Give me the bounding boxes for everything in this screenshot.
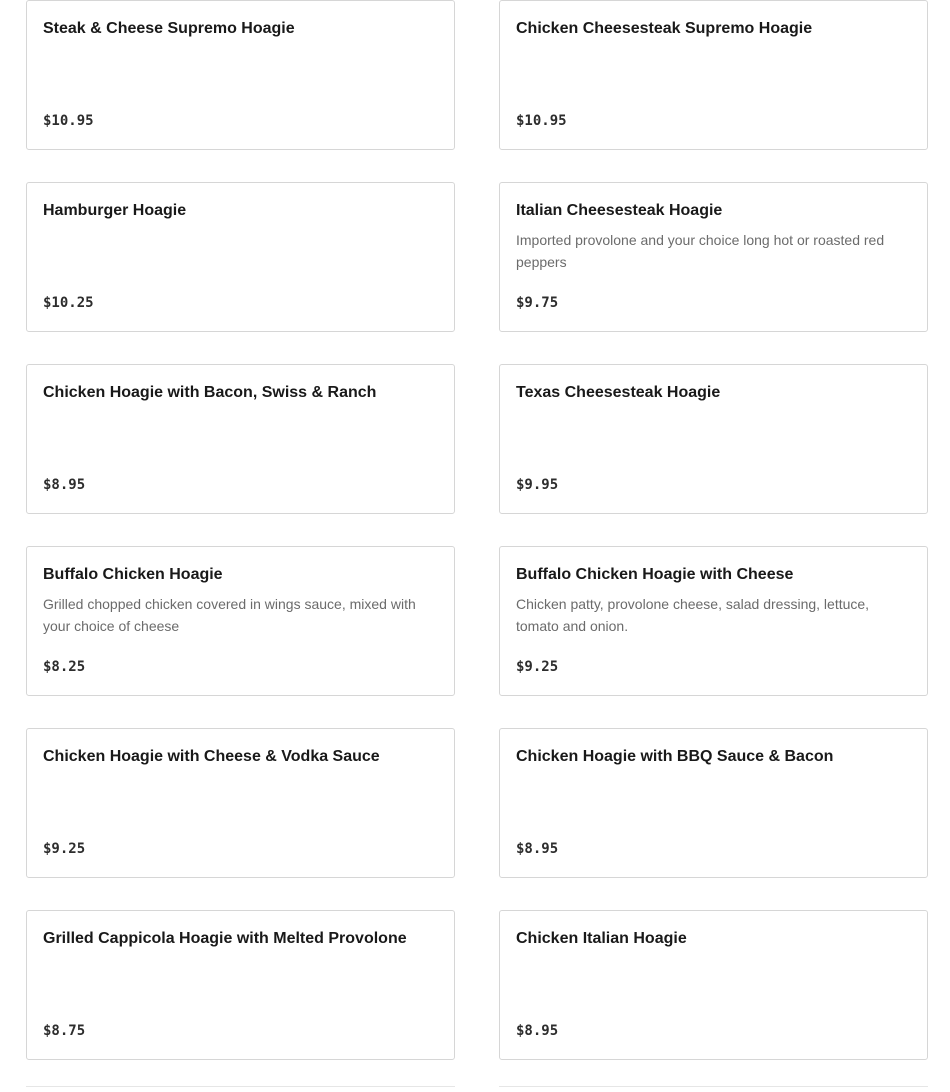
item-name: Chicken Italian Hoagie: [516, 930, 687, 947]
item-name: Grilled Cappicola Hoagie with Melted Provolone: [43, 930, 407, 947]
item-name: Chicken Hoagie with Bacon, Swiss & Ranch: [43, 384, 377, 401]
item-price: $8.95: [516, 841, 559, 857]
item-price: $10.95: [516, 113, 567, 129]
menu-item-card[interactable]: [26, 0, 455, 150]
menu-item-card[interactable]: [499, 364, 928, 514]
menu-item-card[interactable]: [26, 546, 455, 696]
item-name: Chicken Hoagie with BBQ Sauce & Bacon: [516, 748, 834, 765]
item-price: $8.75: [43, 1023, 86, 1039]
item-description: Chicken patty, provolone cheese, salad dressing, lettuce, tomato and onion.: [516, 596, 870, 634]
menu-item-card[interactable]: [26, 364, 455, 514]
menu-item-card[interactable]: [26, 182, 455, 332]
menu-item-card[interactable]: [499, 728, 928, 878]
item-description: Grilled chopped chicken covered in wings sauce, mixed with your choice of cheese: [43, 596, 416, 634]
menu-item-card[interactable]: [499, 182, 928, 332]
item-price: $9.25: [516, 659, 559, 675]
item-name: Buffalo Chicken Hoagie: [43, 566, 223, 583]
item-price: $10.95: [43, 113, 94, 129]
menu-item-card[interactable]: [26, 728, 455, 878]
item-name: Steak & Cheese Supremo Hoagie: [43, 20, 295, 37]
partial-card-edge: [26, 1086, 455, 1092]
item-price: $8.95: [516, 1023, 559, 1039]
next-row-card-edges: [26, 1086, 928, 1092]
item-name: Italian Cheesesteak Hoagie: [516, 202, 723, 219]
menu-item-card[interactable]: [499, 0, 928, 150]
menu-item-card[interactable]: [499, 546, 928, 696]
item-price: $9.95: [516, 477, 559, 493]
menu-item-card[interactable]: [26, 910, 455, 1060]
partial-card-edge: [499, 1086, 928, 1092]
item-name: Chicken Cheesesteak Supremo Hoagie: [516, 20, 813, 37]
item-description: Imported provolone and your choice long hot or roasted red peppers: [516, 232, 885, 270]
item-price: $9.75: [516, 295, 559, 311]
item-name: Texas Cheesesteak Hoagie: [516, 384, 721, 401]
item-price: $8.25: [43, 659, 86, 675]
item-price: $9.25: [43, 841, 86, 857]
item-name: Buffalo Chicken Hoagie with Cheese: [516, 566, 794, 583]
item-price: $8.95: [43, 477, 86, 493]
item-name: Chicken Hoagie with Cheese & Vodka Sauce: [43, 748, 380, 765]
item-name: Hamburger Hoagie: [43, 202, 187, 219]
item-price: $10.25: [43, 295, 94, 311]
menu-item-card[interactable]: [499, 910, 928, 1060]
menu-item-grid: [26, 0, 928, 1060]
